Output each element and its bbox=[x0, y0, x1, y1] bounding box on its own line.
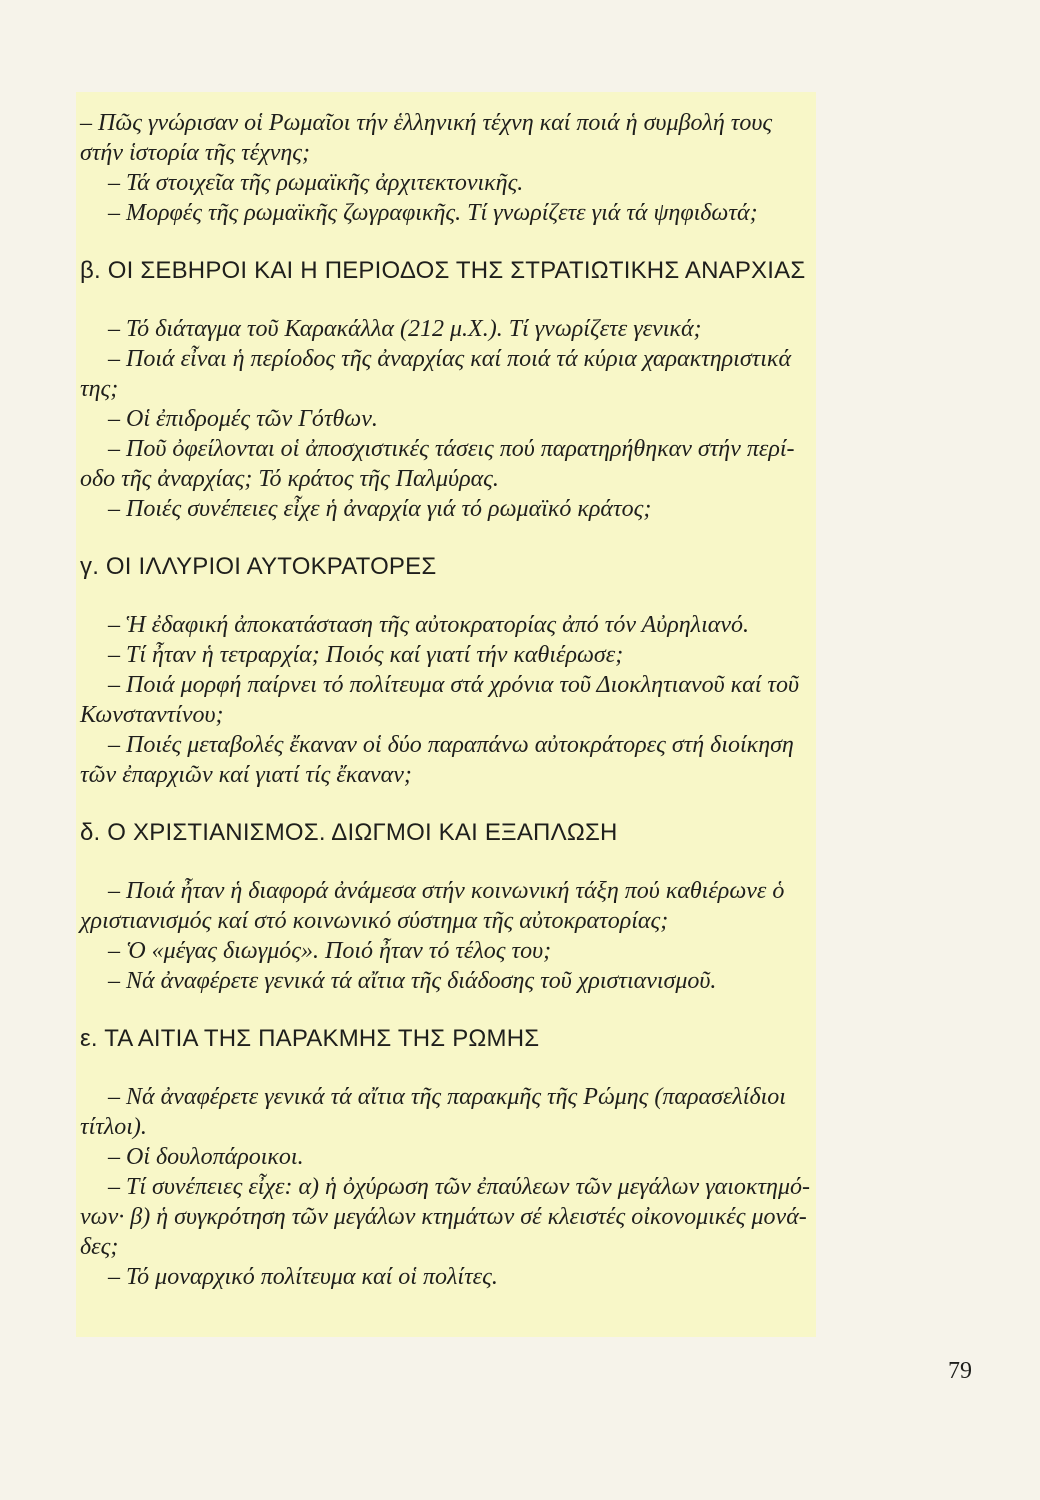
section-heading-e: ε. ΤΑ ΑΙΤΙΑ ΤΗΣ ΠΑΡΑΚΜΗΣ ΤΗΣ ΡΩΜΗΣ bbox=[80, 1025, 540, 1052]
section-4-line-0: – Νά ἀναφέρετε γενικά τά αἴτια τῆς παρακμῆς τῆς Ρώμης (παρασελίδιοι bbox=[108, 1084, 786, 1110]
section-4-line-3: – Τί συνέπειες εἶχε: α) ἡ ὀχύρωση τῶν ἐπαύλεων τῶν μεγάλων γαιοκτημό- bbox=[108, 1174, 810, 1200]
study-questions-content bbox=[80, 108, 810, 1292]
section-3-line-1: χριστιανισμός καί στό κοινωνικό σύστημα τῆς αὐτοκρατορίας; bbox=[80, 908, 669, 934]
section-heading-d: δ. Ο ΧΡΙΣΤΙΑΝΙΣΜΟΣ. ΔΙΩΓΜΟΙ ΚΑΙ ΕΞΑΠΛΩΣΗ bbox=[80, 819, 618, 846]
section-severans bbox=[80, 256, 806, 524]
section-0-line-3: – Μορφές τῆς ρωμαϊκῆς ζωγραφικῆς. Τί γνωρίζετε γιά τά ψηφιδωτά; bbox=[108, 200, 758, 226]
section-0-line-2: – Τά στοιχεῖα τῆς ρωμαϊκῆς ἀρχιτεκτονικῆς. bbox=[108, 170, 524, 196]
section-1-line-2: της; bbox=[80, 376, 119, 402]
section-3-line-0: – Ποιά ἦταν ἡ διαφορά ἀνάμεσα στήν κοινωνική τάξη πού καθιέρωνε ὁ bbox=[108, 878, 785, 904]
section-illyrian-emperors bbox=[80, 552, 799, 790]
section-heading-c: γ. ΟΙ ΙΛΛΥΡΙΟΙ ΑΥΤΟΚΡΑΤΟΡΕΣ bbox=[80, 553, 437, 580]
section-3-line-2: – Ὁ «μέγας διωγμός». Ποιό ἦταν τό τέλος του; bbox=[108, 938, 552, 964]
section-decline-of-rome bbox=[80, 1024, 810, 1292]
section-4-line-1: τίτλοι). bbox=[80, 1114, 147, 1140]
section-0-line-1: στήν ἱστορία τῆς τέχνης; bbox=[80, 140, 310, 166]
section-4-line-2: – Οἱ δουλοπάροικοι. bbox=[108, 1144, 304, 1170]
section-2-line-1: – Τί ἦταν ἡ τετραρχία; Ποιός καί γιατί τήν καθιέρωσε; bbox=[108, 642, 624, 668]
section-1-line-4: – Ποῦ ὀφείλονται οἱ ἀποσχιστικές τάσεις πού παρατηρήθηκαν στήν περί- bbox=[108, 436, 795, 462]
section-1-line-0: – Τό διάταγμα τοῦ Καρακάλλα (212 μ.Χ.). Τί γνωρίζετε γενικά; bbox=[108, 316, 702, 342]
page-number: 79 bbox=[948, 1358, 972, 1384]
section-2-line-5: τῶν ἐπαρχιῶν καί γιατί τίς ἔκαναν; bbox=[80, 762, 412, 788]
section-art-and-architecture bbox=[80, 108, 790, 228]
section-4-line-6: – Τό μοναρχικό πολίτευμα καί οἱ πολίτες. bbox=[108, 1264, 498, 1290]
section-1-line-6: – Ποιές συνέπειες εἶχε ἡ ἀναρχία γιά τό ρωμαϊκό κράτος; bbox=[108, 496, 652, 522]
section-4-line-4: νων· β) ἡ συγκρότηση τῶν μεγάλων κτημάτων σέ κλειστές οἰκονομικές μονά- bbox=[80, 1204, 807, 1230]
section-1-line-5: οδο τῆς ἀναρχίας; Τό κράτος τῆς Παλμύρας. bbox=[80, 466, 499, 492]
section-1-line-1: – Ποιά εἶναι ἡ περίοδος τῆς ἀναρχίας καί ποιά τά κύρια χαρακτηριστικά bbox=[108, 346, 792, 372]
section-4-line-5: δες; bbox=[80, 1234, 119, 1260]
section-2-line-2: – Ποιά μορφή παίρνει τό πολίτευμα στά χρόνια τοῦ Διοκλητιανοῦ καί τοῦ bbox=[108, 672, 799, 698]
section-2-line-3: Κωνσταντίνου; bbox=[80, 702, 224, 728]
section-christianity bbox=[80, 818, 790, 996]
section-2-line-0: – Ἡ ἐδαφική ἀποκατάσταση τῆς αὐτοκρατορίας ἀπό τόν Αὐρηλιανό. bbox=[108, 612, 749, 638]
section-0-line-0: – Πῶς γνώρισαν οἱ Ρωμαῖοι τήν ἑλληνική τέχνη καί ποιά ἡ συμβολή τους bbox=[80, 110, 773, 136]
section-1-line-3: – Οἱ ἐπιδρομές τῶν Γότθων. bbox=[108, 406, 378, 432]
section-2-line-4: – Ποιές μεταβολές ἔκαναν οἱ δύο παραπάνω αὐτοκράτορες στή διοίκηση bbox=[108, 732, 794, 758]
section-heading-b: β. ΟΙ ΣΕΒΗΡΟΙ ΚΑΙ Η ΠΕΡΙΟΔΟΣ ΤΗΣ ΣΤΡΑΤΙΩΤΙΚΗΣ ΑΝΑΡΧΙΑΣ bbox=[80, 257, 806, 284]
section-3-line-3: – Νά ἀναφέρετε γενικά τά αἴτια τῆς διάδοσης τοῦ χριστιανισμοῦ. bbox=[108, 968, 717, 994]
